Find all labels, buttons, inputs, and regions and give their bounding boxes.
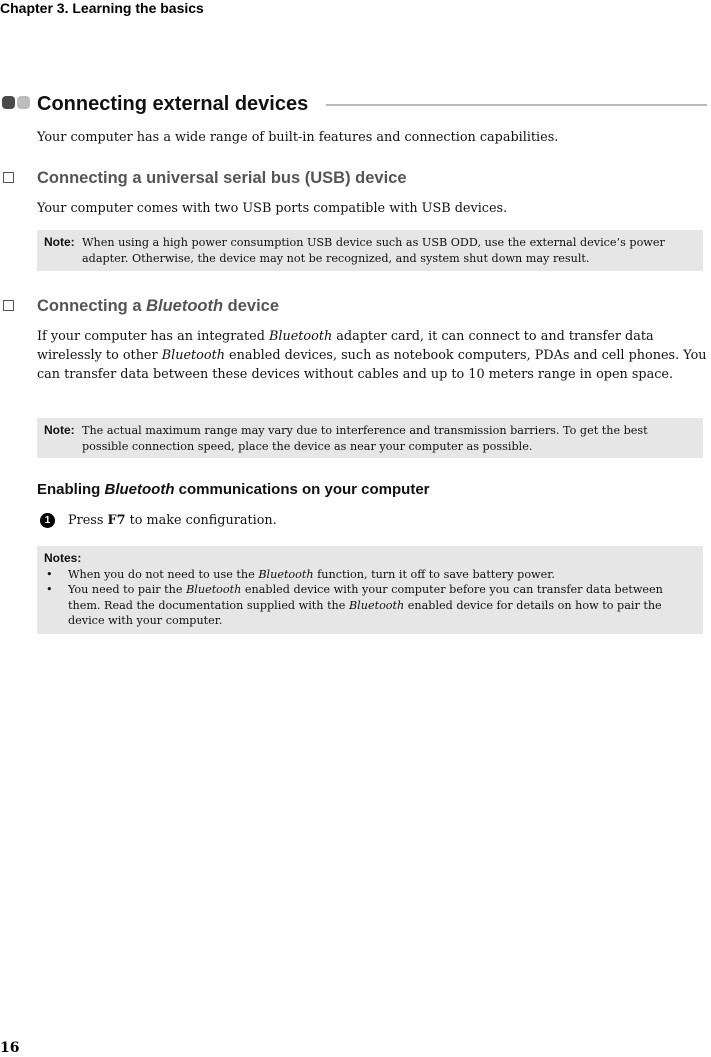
page-number: 16 (0, 1040, 20, 1056)
step-number-badge: 1 (40, 513, 55, 528)
step-text: Press F7 to make configuration. (68, 513, 277, 528)
section-divider (326, 104, 707, 106)
section-intro: Your computer has a wide range of built-in features and connection capabilities. (37, 130, 559, 145)
heading-dot-light-icon (17, 96, 30, 109)
notes-bullet-1: • When you do not need to use the Bluetooth function, turn it off to save battery power. (46, 567, 555, 581)
notes-bullet-2: • You need to pair the Bluetooth enabled device with your computer before you can transfer data between them. Read the documentation supplied with the Bluetooth enabled device for details on how to pair the device with your computer. (46, 583, 663, 627)
usb-heading-text: Connecting a universal serial bus (USB) device (37, 169, 407, 187)
bluetooth-note-box (37, 418, 703, 458)
bullet-icon: • (46, 567, 53, 581)
heading-dot-icon (2, 96, 15, 109)
section-title: Connecting external devices (37, 93, 309, 115)
square-bullet-icon (3, 300, 14, 311)
usb-note-text: When using a high power consumption USB device such as USB ODD, use the external device’s power adapter. Otherwise, the device may not be recognized, and system shut down may result. (82, 236, 665, 265)
enabling-heading: Enabling Bluetooth communications on your computer (37, 481, 430, 498)
notes-box (37, 546, 703, 634)
chapter-title: Chapter 3. Learning the basics (0, 0, 204, 16)
bluetooth-paragraph: If your computer has an integrated Bluetooth adapter card, it can connect to and transfer data wirelessly to other Bluetooth enabled devices, such as notebook computers, PDAs and cell phones. You can transfer data between these devices without cables and up to 10 meters range in open space. (37, 329, 707, 382)
note-label: Note: (44, 235, 75, 249)
note-label: Note: (44, 423, 75, 437)
usb-note-box (37, 230, 703, 271)
step-1 (40, 511, 700, 531)
bullet-icon: • (46, 583, 53, 596)
usb-paragraph: Your computer comes with two USB ports compatible with USB devices. (37, 201, 508, 216)
bluetooth-heading-text: Connecting a Bluetooth device (37, 297, 280, 315)
section-heading (0, 92, 711, 118)
notes-label: Notes: (44, 551, 82, 565)
bluetooth-note-text: The actual maximum range may vary due to interference and transmission barriers. To get the best possible connection speed, place the device as near your computer as possible. (82, 424, 648, 453)
square-bullet-icon (3, 172, 14, 183)
